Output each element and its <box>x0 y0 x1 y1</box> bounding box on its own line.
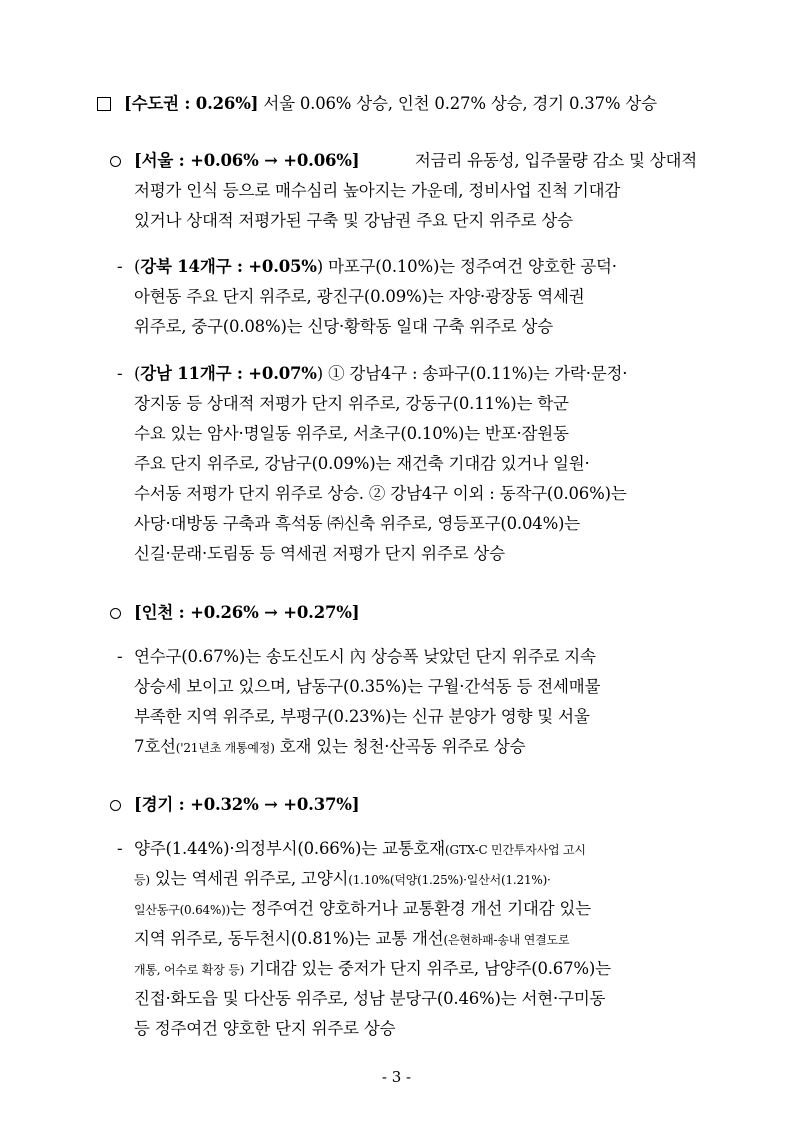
gyeonggi-line-7: 등 정주여건 양호한 단지 위주로 상승 <box>134 1019 396 1038</box>
gangnam-text-1: ) ① 강남4구 : 송파구(0.11%)는 가락·문정· <box>316 364 628 383</box>
seoul-line-2: 저평가 인식 등으로 매수심리 높아지는 가운데, 정비사업 진척 기대감 <box>134 181 621 200</box>
gyeonggi-note-2: (1.10%(덕양(1.25%)·일산서(1.21%)· <box>348 873 551 887</box>
gyeonggi-line-4: 지역 위주로, 동두천시(0.81%)는 교통 개선(은현하패-송내 연결도로 <box>134 929 570 948</box>
section-label: [수도권 : 0.26%] <box>124 94 259 113</box>
gangbuk-label: 강북 14개구 : +0.05% <box>140 257 317 276</box>
section-heading <box>124 93 657 115</box>
gangbuk-dash: - <box>117 257 123 276</box>
gyeonggi-line-5: 개통, 어수로 확장 등) 기대감 있는 중저가 단지 위주로, 남양주(0.67%)는 <box>134 959 611 978</box>
seoul-text-1: 저금리 유동성, 입주물량 감소 및 상대적 <box>414 151 697 170</box>
seoul-line-1 <box>134 150 697 172</box>
seoul-line-3: 있거나 상대적 저평가된 구축 및 강남권 주요 단지 위주로 상승 <box>134 211 573 230</box>
bullet-circle-icon <box>110 156 121 167</box>
gyeonggi-dash: - <box>117 839 123 858</box>
gyeonggi-line-3: 일산동구(0.64%))는 정주여건 양호하거나 교통환경 개선 기대감 있는 <box>134 899 591 918</box>
gangnam-dash: - <box>117 364 123 383</box>
incheon-dash: - <box>117 647 123 666</box>
gangnam-line-7: 신길·문래·도림동 등 역세권 저평가 단지 위주로 상승 <box>134 544 505 563</box>
checkbox-square-icon <box>97 97 111 111</box>
gyeonggi-note-1: (GTX-C 민간투자사업 고시 <box>445 843 586 857</box>
gangbuk-line-1: (강북 14개구 : +0.05%) 마포구(0.10%)는 정주여건 양호한 공덕· <box>134 257 617 276</box>
incheon-note: ('21년초 개통예정) <box>175 741 275 755</box>
gyeonggi-note-3: (은현하패-송내 연결도로 <box>443 933 570 947</box>
incheon-line-3: 부족한 지역 위주로, 부평구(0.23%)는 신규 분양가 영향 및 서울 <box>134 707 590 726</box>
incheon-heading <box>134 602 359 624</box>
gyeonggi-heading <box>134 794 359 816</box>
gangnam-line-4: 주요 단지 위주로, 강남구(0.09%)는 재건축 기대감 있거나 일원· <box>134 454 590 473</box>
incheon-line-4: 7호선('21년초 개통예정) 호재 있는 청천·산곡동 위주로 상승 <box>134 737 526 756</box>
gangbuk-text-1: ) 마포구(0.10%)는 정주여건 양호한 공덕· <box>316 257 617 276</box>
gangnam-label: 강남 11개구 : +0.07% <box>140 364 317 383</box>
gyeonggi-line-1: 양주(1.44%)·의정부시(0.66%)는 교통호재(GTX-C 민간투자사업 고시 <box>134 839 586 858</box>
gyeonggi-line-6: 진접·화도읍 및 다산동 위주로, 성남 분당구(0.46%)는 서현·구미동 <box>134 989 606 1008</box>
incheon-line-1: 연수구(0.67%)는 송도신도시 內 상승폭 낮았던 단지 위주로 지속 <box>134 647 596 666</box>
incheon-line-2: 상승세 보이고 있으며, 남동구(0.35%)는 구월·간석동 등 전세매물 <box>134 677 601 696</box>
page-number: - 3 - <box>381 1068 412 1086</box>
gangnam-line-6: 사당·대방동 구축과 흑석동 ㈜신축 위주로, 영등포구(0.04%)는 <box>134 514 581 533</box>
gangnam-line-1: (강남 11개구 : +0.07%) ① 강남4구 : 송파구(0.11%)는 가락·문정· <box>134 364 628 383</box>
gangnam-line-5: 수서동 저평가 단지 위주로 상승. ② 강남4구 이외 : 동작구(0.06%)는 <box>134 484 627 503</box>
gangnam-line-3: 수요 있는 암사·명일동 위주로, 서초구(0.10%)는 반포·잠원동 <box>134 424 569 443</box>
section-summary: 서울 0.06% 상승, 인천 0.27% 상승, 경기 0.37% 상승 <box>258 94 657 113</box>
gangnam-line-2: 장지동 등 상대적 저평가 단지 위주로, 강동구(0.11%)는 학군 <box>134 394 569 413</box>
gangbuk-line-3: 위주로, 중구(0.08%)는 신당·황학동 일대 구축 위주로 상승 <box>134 317 554 336</box>
gyeonggi-line-2: 등) 있는 역세권 위주로, 고양시(1.10%(덕양(1.25%)·일산서(1.21%)· <box>134 869 551 888</box>
bullet-circle-icon <box>110 608 121 619</box>
gyeonggi-label: [경기 : +0.32% → +0.37%] <box>134 795 360 814</box>
gangbuk-line-2: 아현동 주요 단지 위주로, 광진구(0.09%)는 자양·광장동 역세권 <box>134 287 585 306</box>
incheon-label: [인천 : +0.26% → +0.27%] <box>134 603 360 622</box>
bullet-circle-icon <box>110 800 121 811</box>
seoul-label: [서울 : +0.06% → +0.06%] <box>134 151 360 170</box>
